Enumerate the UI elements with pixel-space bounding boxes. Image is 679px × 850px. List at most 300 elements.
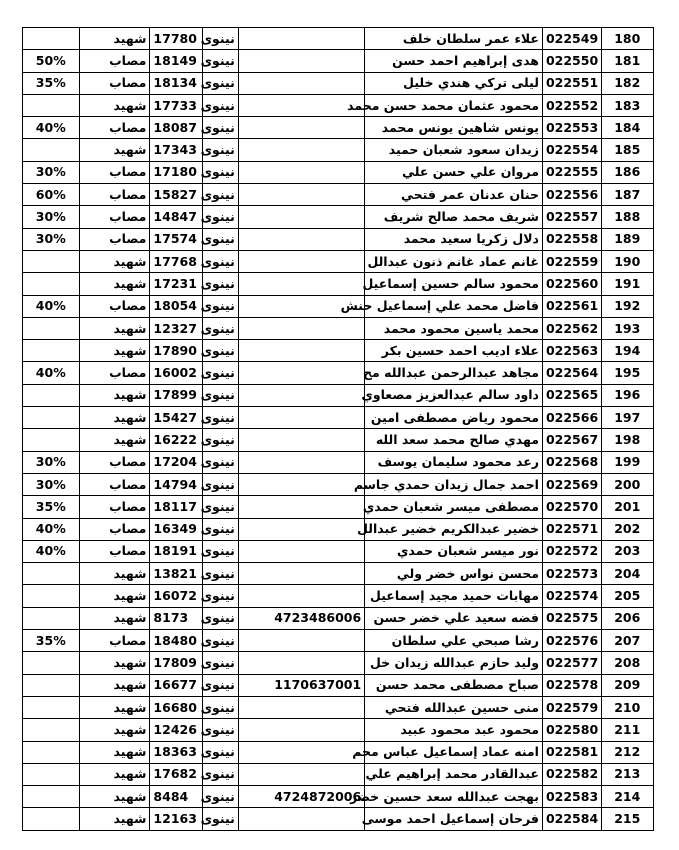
percentage-cell xyxy=(23,139,80,161)
code-cell: 022566 xyxy=(542,407,601,429)
percentage-cell xyxy=(23,563,80,585)
table-row xyxy=(23,407,654,429)
percentage-cell: 40% xyxy=(23,362,80,384)
sequence-cell: 199 xyxy=(601,451,653,473)
record-number-cell: 17890 xyxy=(150,340,202,362)
province-cell: نينوى xyxy=(202,184,238,206)
status-cell: شهيد xyxy=(79,384,150,406)
record-number-cell: 17768 xyxy=(150,250,202,272)
record-number-cell: 18191 xyxy=(150,540,202,562)
id-number-cell xyxy=(238,184,364,206)
full-name-cell: دلال زكريا سعيد محمد xyxy=(365,228,543,250)
roster-sheet xyxy=(22,27,654,831)
status-cell: مصاب xyxy=(79,228,150,250)
record-number-cell: 18054 xyxy=(150,295,202,317)
province-cell: نينوى xyxy=(202,50,238,72)
table-row xyxy=(23,28,654,50)
id-number-cell: 4723486006 xyxy=(238,607,364,629)
province-cell: نينوى xyxy=(202,496,238,518)
id-number-cell xyxy=(238,273,364,295)
sequence-cell: 180 xyxy=(601,28,653,50)
full-name-cell: منى حسين عبدالله فتحي xyxy=(365,696,543,718)
percentage-cell: 40% xyxy=(23,117,80,139)
province-cell: نينوى xyxy=(202,696,238,718)
full-name-cell: رشا صبحي علي سلطان xyxy=(365,630,543,652)
province-cell: نينوى xyxy=(202,362,238,384)
full-name-cell: امنه عماد إسماعيل عباس محم xyxy=(365,741,543,763)
sequence-cell: 210 xyxy=(601,696,653,718)
sequence-cell: 209 xyxy=(601,674,653,696)
id-number-cell xyxy=(238,50,364,72)
status-cell: شهيد xyxy=(79,273,150,295)
province-cell: نينوى xyxy=(202,719,238,741)
percentage-cell: 40% xyxy=(23,540,80,562)
sequence-cell: 187 xyxy=(601,184,653,206)
sequence-cell: 202 xyxy=(601,518,653,540)
record-number-cell: 18149 xyxy=(150,50,202,72)
percentage-cell xyxy=(23,763,80,785)
id-number-cell xyxy=(238,317,364,339)
province-cell: نينوى xyxy=(202,161,238,183)
code-cell: 022582 xyxy=(542,763,601,785)
table-row xyxy=(23,429,654,451)
full-name-cell: بهجت عبدالله سعد حسين خضر xyxy=(365,786,543,808)
province-cell: نينوى xyxy=(202,674,238,696)
status-cell: شهيد xyxy=(79,763,150,785)
province-cell: نينوى xyxy=(202,540,238,562)
full-name-cell: محمد ياسين محمود محمد xyxy=(365,317,543,339)
status-cell: شهيد xyxy=(79,696,150,718)
table-row xyxy=(23,808,654,830)
record-number-cell: 17231 xyxy=(150,273,202,295)
full-name-cell: فضه سعيد علي خضر حسن xyxy=(365,607,543,629)
status-cell: شهيد xyxy=(79,94,150,116)
record-number-cell: 18363 xyxy=(150,741,202,763)
id-number-cell xyxy=(238,763,364,785)
table-row xyxy=(23,250,654,272)
sequence-cell: 208 xyxy=(601,652,653,674)
id-number-cell xyxy=(238,407,364,429)
sequence-cell: 207 xyxy=(601,630,653,652)
code-cell: 022576 xyxy=(542,630,601,652)
sequence-cell: 192 xyxy=(601,295,653,317)
full-name-cell: محمود سالم حسين إسماعيل xyxy=(365,273,543,295)
id-number-cell xyxy=(238,630,364,652)
sequence-cell: 188 xyxy=(601,206,653,228)
full-name-cell: رعد محمود سليمان يوسف xyxy=(365,451,543,473)
full-name-cell: محمود عبد محمود عبيد xyxy=(365,719,543,741)
sequence-cell: 181 xyxy=(601,50,653,72)
percentage-cell xyxy=(23,741,80,763)
table-row xyxy=(23,741,654,763)
id-number-cell: 1170637001 xyxy=(238,674,364,696)
sequence-cell: 213 xyxy=(601,763,653,785)
code-cell: 022555 xyxy=(542,161,601,183)
id-number-cell xyxy=(238,719,364,741)
full-name-cell: خضير عبدالكريم خضير عبدالل xyxy=(365,518,543,540)
sequence-cell: 212 xyxy=(601,741,653,763)
table-row xyxy=(23,496,654,518)
province-cell: نينوى xyxy=(202,808,238,830)
percentage-cell xyxy=(23,317,80,339)
record-number-cell: 17780 xyxy=(150,28,202,50)
record-number-cell: 17899 xyxy=(150,384,202,406)
full-name-cell: صباح مصطفى محمد حسن xyxy=(365,674,543,696)
id-number-cell xyxy=(238,228,364,250)
sequence-cell: 193 xyxy=(601,317,653,339)
province-cell: نينوى xyxy=(202,451,238,473)
percentage-cell: 60% xyxy=(23,184,80,206)
sequence-cell: 200 xyxy=(601,473,653,495)
sequence-cell: 195 xyxy=(601,362,653,384)
sequence-cell: 197 xyxy=(601,407,653,429)
record-number-cell: 17574 xyxy=(150,228,202,250)
record-number-cell: 14847 xyxy=(150,206,202,228)
full-name-cell: هدى إبراهيم احمد حسن xyxy=(365,50,543,72)
id-number-cell xyxy=(238,808,364,830)
sequence-cell: 196 xyxy=(601,384,653,406)
province-cell: نينوى xyxy=(202,786,238,808)
code-cell: 022550 xyxy=(542,50,601,72)
sequence-cell: 190 xyxy=(601,250,653,272)
table-row xyxy=(23,340,654,362)
full-name-cell: فرحان إسماعيل احمد موسى xyxy=(365,808,543,830)
full-name-cell: عبدالقادر محمد إبراهيم علي xyxy=(365,763,543,785)
sequence-cell: 194 xyxy=(601,340,653,362)
status-cell: مصاب xyxy=(79,295,150,317)
table-row xyxy=(23,652,654,674)
record-number-cell: 17733 xyxy=(150,94,202,116)
percentage-cell xyxy=(23,652,80,674)
code-cell: 022556 xyxy=(542,184,601,206)
table-row xyxy=(23,607,654,629)
code-cell: 022565 xyxy=(542,384,601,406)
id-number-cell xyxy=(238,429,364,451)
full-name-cell: مهدي صالح محمد سعد الله xyxy=(365,429,543,451)
province-cell: نينوى xyxy=(202,407,238,429)
table-row xyxy=(23,585,654,607)
percentage-cell: 30% xyxy=(23,206,80,228)
record-number-cell: 17180 xyxy=(150,161,202,183)
full-name-cell: ليلى تركي هندي خليل xyxy=(365,72,543,94)
full-name-cell: داود سالم عبدالعزيز مصعاوي xyxy=(365,384,543,406)
province-cell: نينوى xyxy=(202,273,238,295)
code-cell: 022564 xyxy=(542,362,601,384)
table-row xyxy=(23,362,654,384)
code-cell: 022584 xyxy=(542,808,601,830)
record-number-cell: 12327 xyxy=(150,317,202,339)
table-row xyxy=(23,117,654,139)
code-cell: 022579 xyxy=(542,696,601,718)
code-cell: 022553 xyxy=(542,117,601,139)
status-cell: شهيد xyxy=(79,340,150,362)
province-cell: نينوى xyxy=(202,117,238,139)
table-row xyxy=(23,540,654,562)
table-row xyxy=(23,473,654,495)
province-cell: نينوى xyxy=(202,340,238,362)
sequence-cell: 182 xyxy=(601,72,653,94)
table-row xyxy=(23,451,654,473)
province-cell: نينوى xyxy=(202,94,238,116)
full-name-cell: يونس شاهين يونس محمد xyxy=(365,117,543,139)
province-cell: نينوى xyxy=(202,317,238,339)
id-number-cell xyxy=(238,696,364,718)
sequence-cell: 186 xyxy=(601,161,653,183)
full-name-cell: علاء عمر سلطان خلف xyxy=(365,28,543,50)
province-cell: نينوى xyxy=(202,384,238,406)
table-row xyxy=(23,518,654,540)
full-name-cell: احمد جمال زيدان حمدي جاسم xyxy=(365,473,543,495)
full-name-cell: غانم عماد غانم ذنون عبدالل xyxy=(365,250,543,272)
full-name-cell: نور ميسر شعبان حمدي xyxy=(365,540,543,562)
full-name-cell: مروان علي حسن علي xyxy=(365,161,543,183)
record-number-cell: 16349 xyxy=(150,518,202,540)
id-number-cell xyxy=(238,161,364,183)
roster-table xyxy=(22,27,654,831)
id-number-cell xyxy=(238,206,364,228)
percentage-cell: 35% xyxy=(23,72,80,94)
id-number-cell xyxy=(238,28,364,50)
code-cell: 022560 xyxy=(542,273,601,295)
record-number-cell: 16002 xyxy=(150,362,202,384)
status-cell: شهيد xyxy=(79,786,150,808)
percentage-cell: 35% xyxy=(23,630,80,652)
table-row xyxy=(23,228,654,250)
code-cell: 022581 xyxy=(542,741,601,763)
table-row xyxy=(23,273,654,295)
status-cell: مصاب xyxy=(79,206,150,228)
percentage-cell xyxy=(23,273,80,295)
table-row xyxy=(23,563,654,585)
record-number-cell: 12426 xyxy=(150,719,202,741)
status-cell: مصاب xyxy=(79,540,150,562)
id-number-cell xyxy=(238,741,364,763)
province-cell: نينوى xyxy=(202,630,238,652)
sequence-cell: 203 xyxy=(601,540,653,562)
code-cell: 022557 xyxy=(542,206,601,228)
status-cell: مصاب xyxy=(79,451,150,473)
percentage-cell xyxy=(23,407,80,429)
code-cell: 022568 xyxy=(542,451,601,473)
sequence-cell: 211 xyxy=(601,719,653,741)
table-row xyxy=(23,719,654,741)
status-cell: شهيد xyxy=(79,741,150,763)
full-name-cell: محمود رياض مصطفى امين xyxy=(365,407,543,429)
record-number-cell: 18134 xyxy=(150,72,202,94)
province-cell: نينوى xyxy=(202,741,238,763)
record-number-cell: 15427 xyxy=(150,407,202,429)
percentage-cell xyxy=(23,585,80,607)
record-number-cell: 16680 xyxy=(150,696,202,718)
full-name-cell: شريف محمد صالح شريف xyxy=(365,206,543,228)
province-cell: نينوى xyxy=(202,585,238,607)
percentage-cell: 40% xyxy=(23,518,80,540)
province-cell: نينوى xyxy=(202,607,238,629)
percentage-cell xyxy=(23,607,80,629)
record-number-cell: 8484 xyxy=(150,786,202,808)
record-number-cell: 17343 xyxy=(150,139,202,161)
id-number-cell xyxy=(238,139,364,161)
table-row xyxy=(23,696,654,718)
status-cell: مصاب xyxy=(79,50,150,72)
percentage-cell xyxy=(23,28,80,50)
code-cell: 022575 xyxy=(542,607,601,629)
province-cell: نينوى xyxy=(202,473,238,495)
table-row xyxy=(23,630,654,652)
record-number-cell: 18117 xyxy=(150,496,202,518)
sequence-cell: 191 xyxy=(601,273,653,295)
full-name-cell: مجاهد عبدالرحمن عبدالله مح xyxy=(365,362,543,384)
province-cell: نينوى xyxy=(202,763,238,785)
full-name-cell: محسن نواس خضر ولي xyxy=(365,563,543,585)
percentage-cell: 50% xyxy=(23,50,80,72)
status-cell: مصاب xyxy=(79,518,150,540)
code-cell: 022580 xyxy=(542,719,601,741)
percentage-cell xyxy=(23,250,80,272)
status-cell: مصاب xyxy=(79,161,150,183)
code-cell: 022554 xyxy=(542,139,601,161)
percentage-cell: 35% xyxy=(23,496,80,518)
status-cell: مصاب xyxy=(79,184,150,206)
table-row xyxy=(23,295,654,317)
status-cell: مصاب xyxy=(79,362,150,384)
sequence-cell: 201 xyxy=(601,496,653,518)
record-number-cell: 16072 xyxy=(150,585,202,607)
sequence-cell: 215 xyxy=(601,808,653,830)
status-cell: مصاب xyxy=(79,473,150,495)
percentage-cell xyxy=(23,786,80,808)
province-cell: نينوى xyxy=(202,652,238,674)
id-number-cell xyxy=(238,563,364,585)
status-cell: شهيد xyxy=(79,719,150,741)
id-number-cell xyxy=(238,652,364,674)
code-cell: 022569 xyxy=(542,473,601,495)
status-cell: شهيد xyxy=(79,563,150,585)
table-row xyxy=(23,50,654,72)
table-row xyxy=(23,384,654,406)
record-number-cell: 8173 xyxy=(150,607,202,629)
record-number-cell: 18087 xyxy=(150,117,202,139)
province-cell: نينوى xyxy=(202,295,238,317)
code-cell: 022552 xyxy=(542,94,601,116)
percentage-cell: 30% xyxy=(23,473,80,495)
status-cell: شهيد xyxy=(79,429,150,451)
status-cell: شهيد xyxy=(79,652,150,674)
id-number-cell xyxy=(238,518,364,540)
code-cell: 022572 xyxy=(542,540,601,562)
status-cell: شهيد xyxy=(79,317,150,339)
code-cell: 022559 xyxy=(542,250,601,272)
province-cell: نينوى xyxy=(202,518,238,540)
percentage-cell: 40% xyxy=(23,295,80,317)
code-cell: 022578 xyxy=(542,674,601,696)
percentage-cell: 30% xyxy=(23,161,80,183)
percentage-cell xyxy=(23,719,80,741)
percentage-cell: 30% xyxy=(23,451,80,473)
id-number-cell xyxy=(238,384,364,406)
record-number-cell: 14794 xyxy=(150,473,202,495)
id-number-cell xyxy=(238,250,364,272)
table-row xyxy=(23,72,654,94)
code-cell: 022549 xyxy=(542,28,601,50)
code-cell: 022567 xyxy=(542,429,601,451)
table-row xyxy=(23,184,654,206)
status-cell: مصاب xyxy=(79,117,150,139)
status-cell: شهيد xyxy=(79,607,150,629)
record-number-cell: 17809 xyxy=(150,652,202,674)
code-cell: 022558 xyxy=(542,228,601,250)
code-cell: 022573 xyxy=(542,563,601,585)
code-cell: 022570 xyxy=(542,496,601,518)
province-cell: نينوى xyxy=(202,250,238,272)
full-name-cell: حنان عدنان عمر فتحي xyxy=(365,184,543,206)
record-number-cell: 18480 xyxy=(150,630,202,652)
id-number-cell xyxy=(238,473,364,495)
code-cell: 022551 xyxy=(542,72,601,94)
code-cell: 022574 xyxy=(542,585,601,607)
id-number-cell xyxy=(238,72,364,94)
code-cell: 022562 xyxy=(542,317,601,339)
id-number-cell xyxy=(238,496,364,518)
code-cell: 022583 xyxy=(542,786,601,808)
full-name-cell: زيدان سعود شعبان حميد xyxy=(365,139,543,161)
table-row xyxy=(23,786,654,808)
status-cell: شهيد xyxy=(79,407,150,429)
id-number-cell xyxy=(238,117,364,139)
full-name-cell: مهابات حميد مجيد إسماعيل xyxy=(365,585,543,607)
full-name-cell: مصطفى ميسر شعبان حمدي xyxy=(365,496,543,518)
province-cell: نينوى xyxy=(202,563,238,585)
sequence-cell: 183 xyxy=(601,94,653,116)
province-cell: نينوى xyxy=(202,228,238,250)
province-cell: نينوى xyxy=(202,206,238,228)
full-name-cell: فاضل محمد علي إسماعيل حنش xyxy=(365,295,543,317)
sequence-cell: 205 xyxy=(601,585,653,607)
percentage-cell xyxy=(23,808,80,830)
id-number-cell: 4724872006 xyxy=(238,786,364,808)
province-cell: نينوى xyxy=(202,28,238,50)
province-cell: نينوى xyxy=(202,139,238,161)
code-cell: 022563 xyxy=(542,340,601,362)
id-number-cell xyxy=(238,451,364,473)
id-number-cell xyxy=(238,362,364,384)
code-cell: 022571 xyxy=(542,518,601,540)
table-row xyxy=(23,206,654,228)
record-number-cell: 17204 xyxy=(150,451,202,473)
full-name-cell: علاء اديب احمد حسين بكر xyxy=(365,340,543,362)
full-name-cell: وليد حازم عبدالله زيدان خل xyxy=(365,652,543,674)
percentage-cell xyxy=(23,384,80,406)
sequence-cell: 204 xyxy=(601,563,653,585)
record-number-cell: 15827 xyxy=(150,184,202,206)
percentage-cell: 30% xyxy=(23,228,80,250)
status-cell: مصاب xyxy=(79,496,150,518)
id-number-cell xyxy=(238,540,364,562)
province-cell: نينوى xyxy=(202,72,238,94)
roster-body xyxy=(23,28,654,831)
status-cell: شهيد xyxy=(79,250,150,272)
status-cell: شهيد xyxy=(79,808,150,830)
id-number-cell xyxy=(238,94,364,116)
record-number-cell: 12163 xyxy=(150,808,202,830)
status-cell: شهيد xyxy=(79,28,150,50)
code-cell: 022561 xyxy=(542,295,601,317)
status-cell: مصاب xyxy=(79,630,150,652)
status-cell: شهيد xyxy=(79,674,150,696)
table-row xyxy=(23,763,654,785)
status-cell: شهيد xyxy=(79,585,150,607)
table-row xyxy=(23,161,654,183)
